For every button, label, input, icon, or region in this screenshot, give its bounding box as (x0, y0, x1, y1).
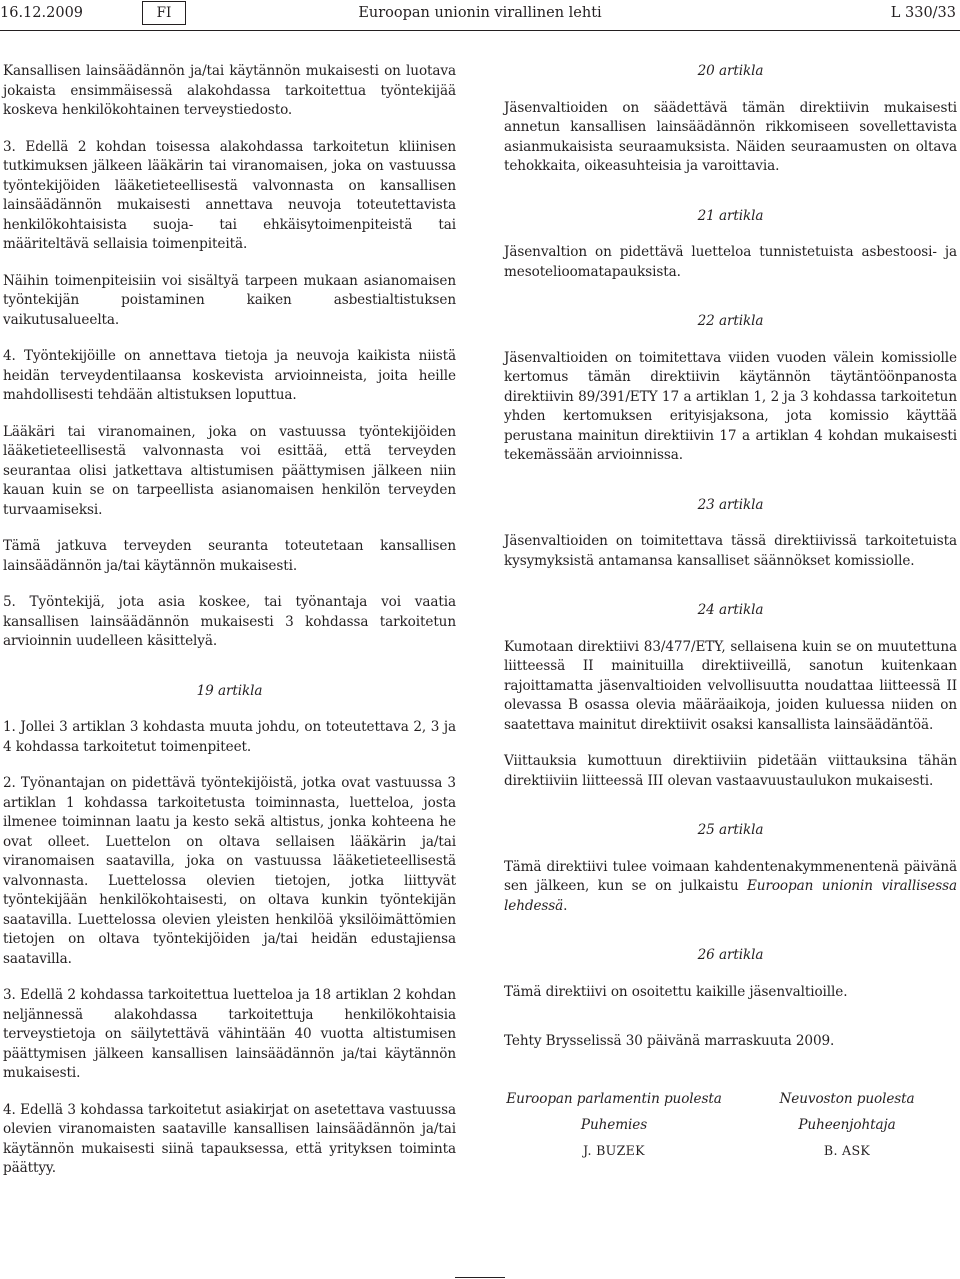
right-column (504, 62, 957, 1164)
paragraph: Viittauksia kumottuun direktiiviin pidetään viittauksina tähän direktiiviin liitteessä III olevan vastaavuustaulukon mukaisesti. (504, 753, 957, 789)
article-heading: 24 artikla (697, 602, 764, 618)
article-heading: 22 artikla (697, 313, 764, 329)
publication-date: 16.12.2009 (0, 5, 84, 21)
place-and-date: Tehty Brysselissä 30 päivänä marraskuuta 2009. (504, 1033, 835, 1049)
paragraph: Lääkäri tai viranomainen, joka on vastuussa työntekijöiden lääketieteellisestä valvonnasta voi esittää, että terveyden seurantaa olisi jatkettava altistumisen päättymisen jälkeen niin kauan kuin se on tarpeellista asianomaisen henkilön terveyden turvaamiseksi. (3, 423, 456, 518)
article-heading: 25 artikla (697, 822, 764, 838)
signatory-role: Puheenjohtaja (798, 1116, 896, 1133)
paragraph: 4. Työntekijöille on annettava tietoja ja neuvoja kaikista niistä heidän terveydentilaansa koskevista arvioinneista, joita heille mahdollisesti tehdään altistuksen loputtua. (3, 348, 456, 403)
article-heading: 21 artikla (697, 207, 764, 224)
paragraph: Kumotaan direktiivi 83/477/ETY, sellaisena kuin se on muutettuna liitteessä II mainituilla direktiiveillä, sanotun kuitenkaan rajoittamatta jäsenvaltioiden velvollisuutta noudattaa liitteessä II olevassa B osassa olevia määräaikoja, joiden kuluessa niiden on saatettava mainitut direktiivit osaksi kansallista lainsäädäntöä. (504, 638, 957, 733)
article-heading: 26 artikla (697, 947, 764, 963)
page-number: L 330/33 (890, 5, 956, 21)
journal-reference: Euroopan unionin virallisessa lehdessä (504, 878, 957, 914)
paragraph: 3. Edellä 2 kohdassa tarkoitettua luetteloa ja 18 artiklan 2 kohdan neljännessä alakohdassa tarkoitettuja henkilökohtaisia terveystietoja on säilytettävä vähintään 40 vuotta altistumisen päättymisen jälkeen kansallisen lainsäädännön ja/tai käytännön mukaisesti. (3, 987, 456, 1081)
signatory-institution: Neuvoston puolesta (779, 1090, 915, 1107)
paragraph: Jäsenvaltioiden on toimitettava tässä direktiivissä tarkoitetuista kysymyksistä antamansa kansalliset säännökset komissiolle. (504, 533, 957, 569)
paragraph: Tämä jatkuva terveyden seuranta toteutetaan kansallisen lainsäädännön ja/tai käytännön mukaisesti. (3, 538, 456, 574)
signatory (737, 1086, 957, 1164)
paragraph: Näihin toimenpiteisiin voi sisältyä tarpeen mukaan asianomaisen työntekijän poistaminen kaiken asbestialtistuksen vaikutusalueelta. (3, 272, 456, 328)
article-heading: 20 artikla (697, 63, 764, 79)
paragraph: 1. Jollei 3 artiklan 3 kohdasta muuta johdu, on toteutettava 2, 3 ja 4 kohdassa tarkoitetut toimenpiteet. (3, 719, 456, 755)
paragraph: 5. Työntekijä, jota asia koskee, tai työnantaja voi vaatia kansallisen lainsäädännön mukaisesti 3 kohdassa tarkoitetun arvioinnin uudelleen käsittelyä. (3, 594, 456, 649)
paragraph: Jäsenvaltioiden on säädettävä tämän direktiivin mukaisesti annetun kansallisen lainsäädännön rikkomiseen sovellettavista asianmukaisista seuraamuksista. Näiden seuraamusten on oltava tehokkaita, oikeasuhteisia ja varoittavia. (504, 99, 957, 174)
paragraph: Kansallisen lainsäädännön ja/tai käytännön mukaisesti on luotava jokaista ensimmäisessä alakohdassa tarkoitettua työntekijää koskeva henkilökohtainen terveystiedosto. (3, 63, 456, 118)
article-heading: 23 artikla (697, 496, 764, 513)
article-heading: 19 artikla (196, 682, 263, 699)
signatory (504, 1086, 724, 1164)
paragraph-text: . (563, 897, 568, 914)
paragraph: Jäsenvaltion on pidettävä luetteloa tunnistetuista asbestoosi- ja mesotelioomatapauksista. (504, 244, 957, 280)
signatory-name: J. BUZEK (583, 1142, 645, 1158)
paragraph: Jäsenvaltioiden on toimitettava viiden vuoden välein komissiolle kertomus tämän direktiivin käytännön täytäntöönpanosta direktiivin 89/391/ETY 17 a artiklan 1, 2 ja 3 kohdassa tarkoitetun yhden kertomuksen erityisjaksona, jota komissio käyttää perustana mainitun direktiivin 17 a artiklan 4 kohdan mukaisesti tekemässään arvioinnissa. (504, 349, 957, 463)
language-badge: FI (142, 1, 186, 25)
signatory-name: B. ASK (823, 1142, 871, 1158)
paragraph: 4. Edellä 3 kohdassa tarkoitetut asiakirjat on asetettava vastuussa olevien viranomaisten saataville kansallisen lainsäädännön ja/tai käytännön mukaisesti siinä tapauksessa, että yrityksen toiminta päättyy. (3, 1101, 456, 1176)
left-column (3, 62, 456, 1196)
paragraph: 3. Edellä 2 kohdan toisessa alakohdassa tarkoitetun kliinisen tutkimuksen jälkeen lääkärin tai viranomaisen, joka on vastuussa työntekijöiden lääketieteellisestä valvonnasta on kansallisen lainsäädännön mukaisesti annettava neuvoja toteutettavista henkilökohtaisista suoja- tai ehkäisytoimenpiteistä tai määriteltävä sellaisia toimenpiteitä. (3, 138, 456, 252)
signatory-institution: Euroopan parlamentin puolesta (506, 1090, 722, 1107)
signature-block (504, 1086, 957, 1164)
page-header (0, 0, 960, 30)
paragraph-text: Tämä direktiivi tulee voimaan kahdentenakymmenentenä päivänä sen jälkeen, kun se on julkaistu (504, 858, 957, 894)
paragraph (504, 858, 957, 917)
footer-divider (455, 1277, 505, 1278)
journal-title: Euroopan unionin virallinen lehti (358, 5, 602, 21)
header-divider (0, 30, 960, 31)
signatory-role: Puhemies (580, 1116, 648, 1133)
paragraph: Tämä direktiivi on osoitettu kaikille jäsenvaltioille. (504, 983, 848, 1000)
paragraph: 2. Työnantajan on pidettävä työntekijöistä, jotka ovat vastuussa 3 artiklan 1 kohdassa tarkoitetusta toiminnasta, luetteloa, josta ilmenee toiminnan laatu ja kesto sekä altistus, jonka kohteena he ovat olleet. Luettelon on oltava sellaisen lääkärin ja/tai viranomaisen saatavilla, joka on vastuussa lääketieteellisestä valvonnasta. Luettelossa olevien tietojen, jotka liittyvät työntekijään henkilökohtaisesti, on oltava kunkin työntekijän saatavilla. Luettelossa olevien yleisten henkilöä yksilöimättömien tietojen on oltava työntekijöiden ja/tai heidän edustajiensa saatavilla. (3, 775, 456, 967)
